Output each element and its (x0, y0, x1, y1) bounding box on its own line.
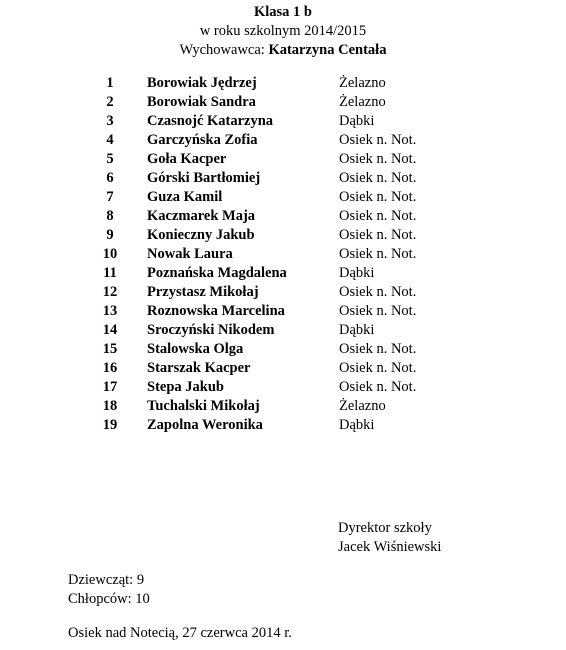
student-name: Konieczny Jakub (147, 227, 255, 243)
student-number: 12 (102, 284, 118, 300)
student-village: Osiek n. Not. (339, 208, 417, 224)
document-header (0, 3, 566, 60)
student-name: Stalowska Olga (147, 341, 244, 357)
student-number: 10 (102, 246, 118, 262)
list-item (0, 207, 566, 226)
student-number: 7 (106, 189, 114, 205)
student-name: Borowiak Jędrzej (147, 75, 257, 91)
student-name: Starszak Kacper (147, 360, 251, 376)
list-item (0, 226, 566, 245)
student-name: Czasnojć Katarzyna (147, 113, 274, 129)
student-village: Osiek n. Not. (339, 170, 417, 186)
student-number: 11 (103, 265, 117, 281)
student-number: 16 (102, 360, 118, 376)
list-item (0, 188, 566, 207)
list-item (0, 416, 566, 435)
student-village: Dąbki (339, 265, 375, 281)
signature-name: Jacek Wiśniewski (338, 539, 442, 555)
student-number: 14 (102, 322, 118, 338)
student-village: Osiek n. Not. (339, 189, 417, 205)
student-number: 1 (106, 75, 114, 91)
student-village: Osiek n. Not. (339, 360, 417, 376)
list-item (0, 169, 566, 188)
list-item (0, 74, 566, 93)
list-item (0, 264, 566, 283)
list-item (0, 378, 566, 397)
student-number: 19 (102, 417, 118, 433)
student-number: 5 (106, 151, 114, 167)
student-name: Sroczyński Nikodem (147, 322, 275, 338)
student-name: Górski Bartłomiej (147, 170, 261, 186)
list-item (0, 150, 566, 169)
student-village: Osiek n. Not. (339, 341, 417, 357)
student-number: 2 (106, 94, 114, 110)
student-counts (68, 571, 150, 609)
student-number: 18 (102, 398, 118, 414)
student-village: Żelazno (339, 398, 386, 414)
student-name: Nowak Laura (147, 246, 233, 262)
list-item (0, 93, 566, 112)
list-item (0, 359, 566, 378)
student-name: Borowiak Sandra (147, 94, 256, 110)
place-date: Osiek nad Notecią, 27 czerwca 2014 r. (68, 625, 292, 641)
teacher-line (0, 41, 566, 60)
student-village: Osiek n. Not. (339, 132, 417, 148)
student-name: Guza Kamil (147, 189, 223, 205)
signature-block (338, 519, 441, 557)
student-number: 17 (102, 379, 118, 395)
student-village: Dąbki (339, 113, 375, 129)
list-item (0, 340, 566, 359)
student-number: 13 (102, 303, 118, 319)
list-item (0, 283, 566, 302)
list-item (0, 131, 566, 150)
student-list (0, 74, 566, 435)
student-name: Goła Kacper (147, 151, 227, 167)
student-name: Kaczmarek Maja (147, 208, 256, 224)
student-name: Tuchalski Mikołaj (147, 398, 260, 414)
list-item (0, 302, 566, 321)
signature-role: Dyrektor szkoły (338, 520, 432, 536)
student-village: Żelazno (339, 75, 386, 91)
student-number: 8 (106, 208, 114, 224)
student-number: 3 (106, 113, 114, 129)
list-item (0, 321, 566, 340)
teacher-label: Wychowawca: (179, 42, 265, 58)
student-name: Zapolna Weronika (147, 417, 263, 433)
student-number: 9 (106, 227, 114, 243)
list-item (0, 245, 566, 264)
student-village: Osiek n. Not. (339, 303, 417, 319)
student-village: Osiek n. Not. (339, 151, 417, 167)
student-name: Stepa Jakub (147, 379, 224, 395)
girls-count: Dziewcząt: 9 (68, 572, 145, 588)
list-item (0, 112, 566, 131)
student-village: Dąbki (339, 322, 375, 338)
student-village: Osiek n. Not. (339, 246, 417, 262)
student-village: Osiek n. Not. (339, 379, 417, 395)
student-number: 4 (106, 132, 114, 148)
boys-count: Chłopców: 10 (68, 591, 150, 607)
student-number: 6 (106, 170, 114, 186)
school-year: w roku szkolnym 2014/2015 (199, 23, 367, 39)
student-name: Roznowska Marcelina (147, 303, 285, 319)
student-village: Osiek n. Not. (339, 284, 417, 300)
list-item (0, 397, 566, 416)
student-name: Garczyńska Zofia (147, 132, 258, 148)
teacher-name: Katarzyna Centała (268, 42, 387, 58)
student-name: Poznańska Magdalena (147, 265, 287, 281)
student-number: 15 (102, 341, 118, 357)
student-village: Żelazno (339, 94, 386, 110)
class-title: Klasa 1 b (253, 4, 312, 20)
student-name: Przystasz Mikołaj (147, 284, 259, 300)
student-village: Dąbki (339, 417, 375, 433)
student-village: Osiek n. Not. (339, 227, 417, 243)
